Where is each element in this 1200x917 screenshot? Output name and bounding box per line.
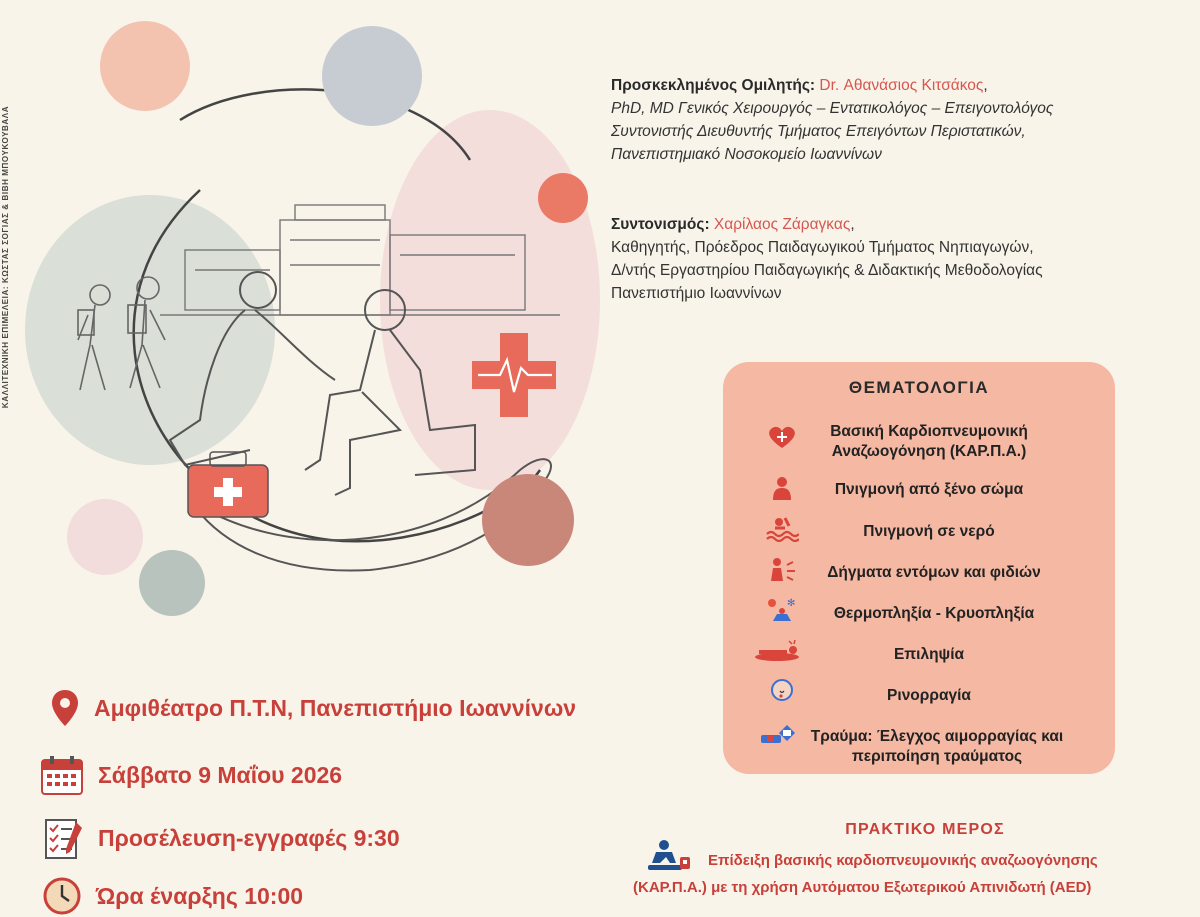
date-text: Σάββατο 9 Μαΐου 2026 <box>98 761 343 788</box>
topic-item <box>723 727 1115 767</box>
speaker-block <box>611 74 1053 166</box>
coordination-label: Συντονισμός: <box>611 216 710 233</box>
grey-circle <box>322 26 422 126</box>
speaker-line: PhD, MD Γενικός Χειρουργός – Εντατικολόγος – Επειγοντολόγος <box>611 100 1054 117</box>
bandage-icon <box>759 723 799 749</box>
choking-icon <box>765 476 799 502</box>
topic-item <box>723 422 1115 462</box>
topic-text: περιποίηση τραύματος <box>851 748 1023 765</box>
clock-icon <box>42 876 82 916</box>
coordination-line: Καθηγητής, Πρόεδρος Παιδαγωγικού Τμήματος Νηπιαγωγών, <box>611 239 1034 256</box>
coordination-block <box>611 213 1043 305</box>
coordination-line: Πανεπιστήμιο Ιωαννίνων <box>611 285 782 302</box>
coordinator-name: Χαρίλαος Ζάραγκας <box>713 216 851 233</box>
sage-blob <box>25 195 275 465</box>
topic-item <box>723 686 1115 706</box>
coordinator-name-suffix: , <box>850 216 855 233</box>
topic-item <box>723 598 1115 624</box>
first-aid-illustration <box>0 0 620 630</box>
speaker-line: Πανεπιστημιακό Νοσοκομείο Ιωαννίνων <box>611 146 882 163</box>
location-pin-icon <box>50 688 80 728</box>
practical-line: (ΚΑΡ.Π.Α.) με τη χρήση Αυτόματου Εξωτερικού Απινιδωτή (AED) <box>633 879 1092 896</box>
topic-item <box>723 645 1115 665</box>
topic-text: Πνιγμονή σε νερό <box>863 523 995 540</box>
heat-cold-icon <box>765 596 799 622</box>
red-circle <box>538 173 588 223</box>
svg-text:✻: ✻ <box>787 598 796 609</box>
speaker-line: Συντονιστής Διευθυντής Τμήματος Επειγόντων Περιστατικών, <box>611 123 1026 140</box>
topic-item <box>723 522 1115 542</box>
nosebleed-icon <box>765 678 799 704</box>
sage-circle <box>139 550 205 616</box>
artistic-credit: ΚΑΛΛΙΤΕΧΝΙΚΗ ΕΠΙΜΕΛΕΙΑ: ΚΩΣΤΑΣ ΣΟΓΙΑΣ & ΒΙΒΗ ΜΠΟΥΚΟΥΒΑΛΑ <box>1 105 10 409</box>
registration-text: Προσέλευση-εγγραφές 9:30 <box>98 824 400 851</box>
topic-text: Θερμοπληξία - Κρυοπληξία <box>833 605 1035 622</box>
start-time-row <box>42 876 303 916</box>
topic-text: Επιληψία <box>893 646 965 663</box>
topic-item <box>723 563 1115 583</box>
start-time-text: Ώρα έναρξης 10:00 <box>96 882 304 909</box>
topic-text: Βασική Καρδιοπνευμονική <box>830 423 1028 440</box>
registration-row <box>40 816 400 860</box>
topic-item <box>723 480 1115 500</box>
location-row <box>50 688 576 728</box>
peach-circle <box>100 21 190 111</box>
topic-text: Τραύμα: Έλεγχος αιμορραγίας και <box>810 728 1064 745</box>
heart-icon <box>765 424 799 450</box>
epilepsy-icon <box>753 637 801 663</box>
checklist-icon <box>40 816 84 860</box>
topic-text: Δήγματα εντόμων και φιδιών <box>827 564 1041 581</box>
practical-line: Επίδειξη βασικής καρδιοπνευμονικής αναζωογόνησης <box>708 852 1098 869</box>
speaker-name: Dr. Αθανάσιος Κιτσάκος <box>819 77 984 94</box>
pink-circle <box>67 499 143 575</box>
date-row <box>40 754 342 796</box>
topic-text: Πνιγμονή από ξένο σώμα <box>834 481 1024 498</box>
speaker-name-suffix: , <box>983 77 988 94</box>
topic-text: Ρινορραγία <box>887 687 971 704</box>
drowning-icon <box>765 516 799 542</box>
topic-text: Αναζωογόνηση (ΚΑΡ.Π.Α.) <box>831 443 1027 460</box>
location-text: Αμφιθέατρο Π.Τ.Ν, Πανεπιστήμιο Ιωαννίνων <box>94 694 577 721</box>
speaker-label: Προσκεκλημένος Ομιλητής: <box>611 77 816 94</box>
rose-circle <box>482 474 574 566</box>
coordination-line: Δ/ντής Εργαστηρίου Παιδαγωγικής & Διδακτικής Μεθοδολογίας <box>611 262 1043 279</box>
topics-title: ΘΕΜΑΤΟΛΟΓΙΑ <box>848 378 990 397</box>
bite-icon <box>765 557 799 583</box>
calendar-icon <box>40 754 84 796</box>
pink-blob <box>380 110 600 490</box>
practical-title: ΠΡΑΚΤΙΚΟ ΜΕΡΟΣ <box>845 821 1005 838</box>
topics-box <box>723 362 1115 774</box>
cpr-icon <box>646 839 692 873</box>
